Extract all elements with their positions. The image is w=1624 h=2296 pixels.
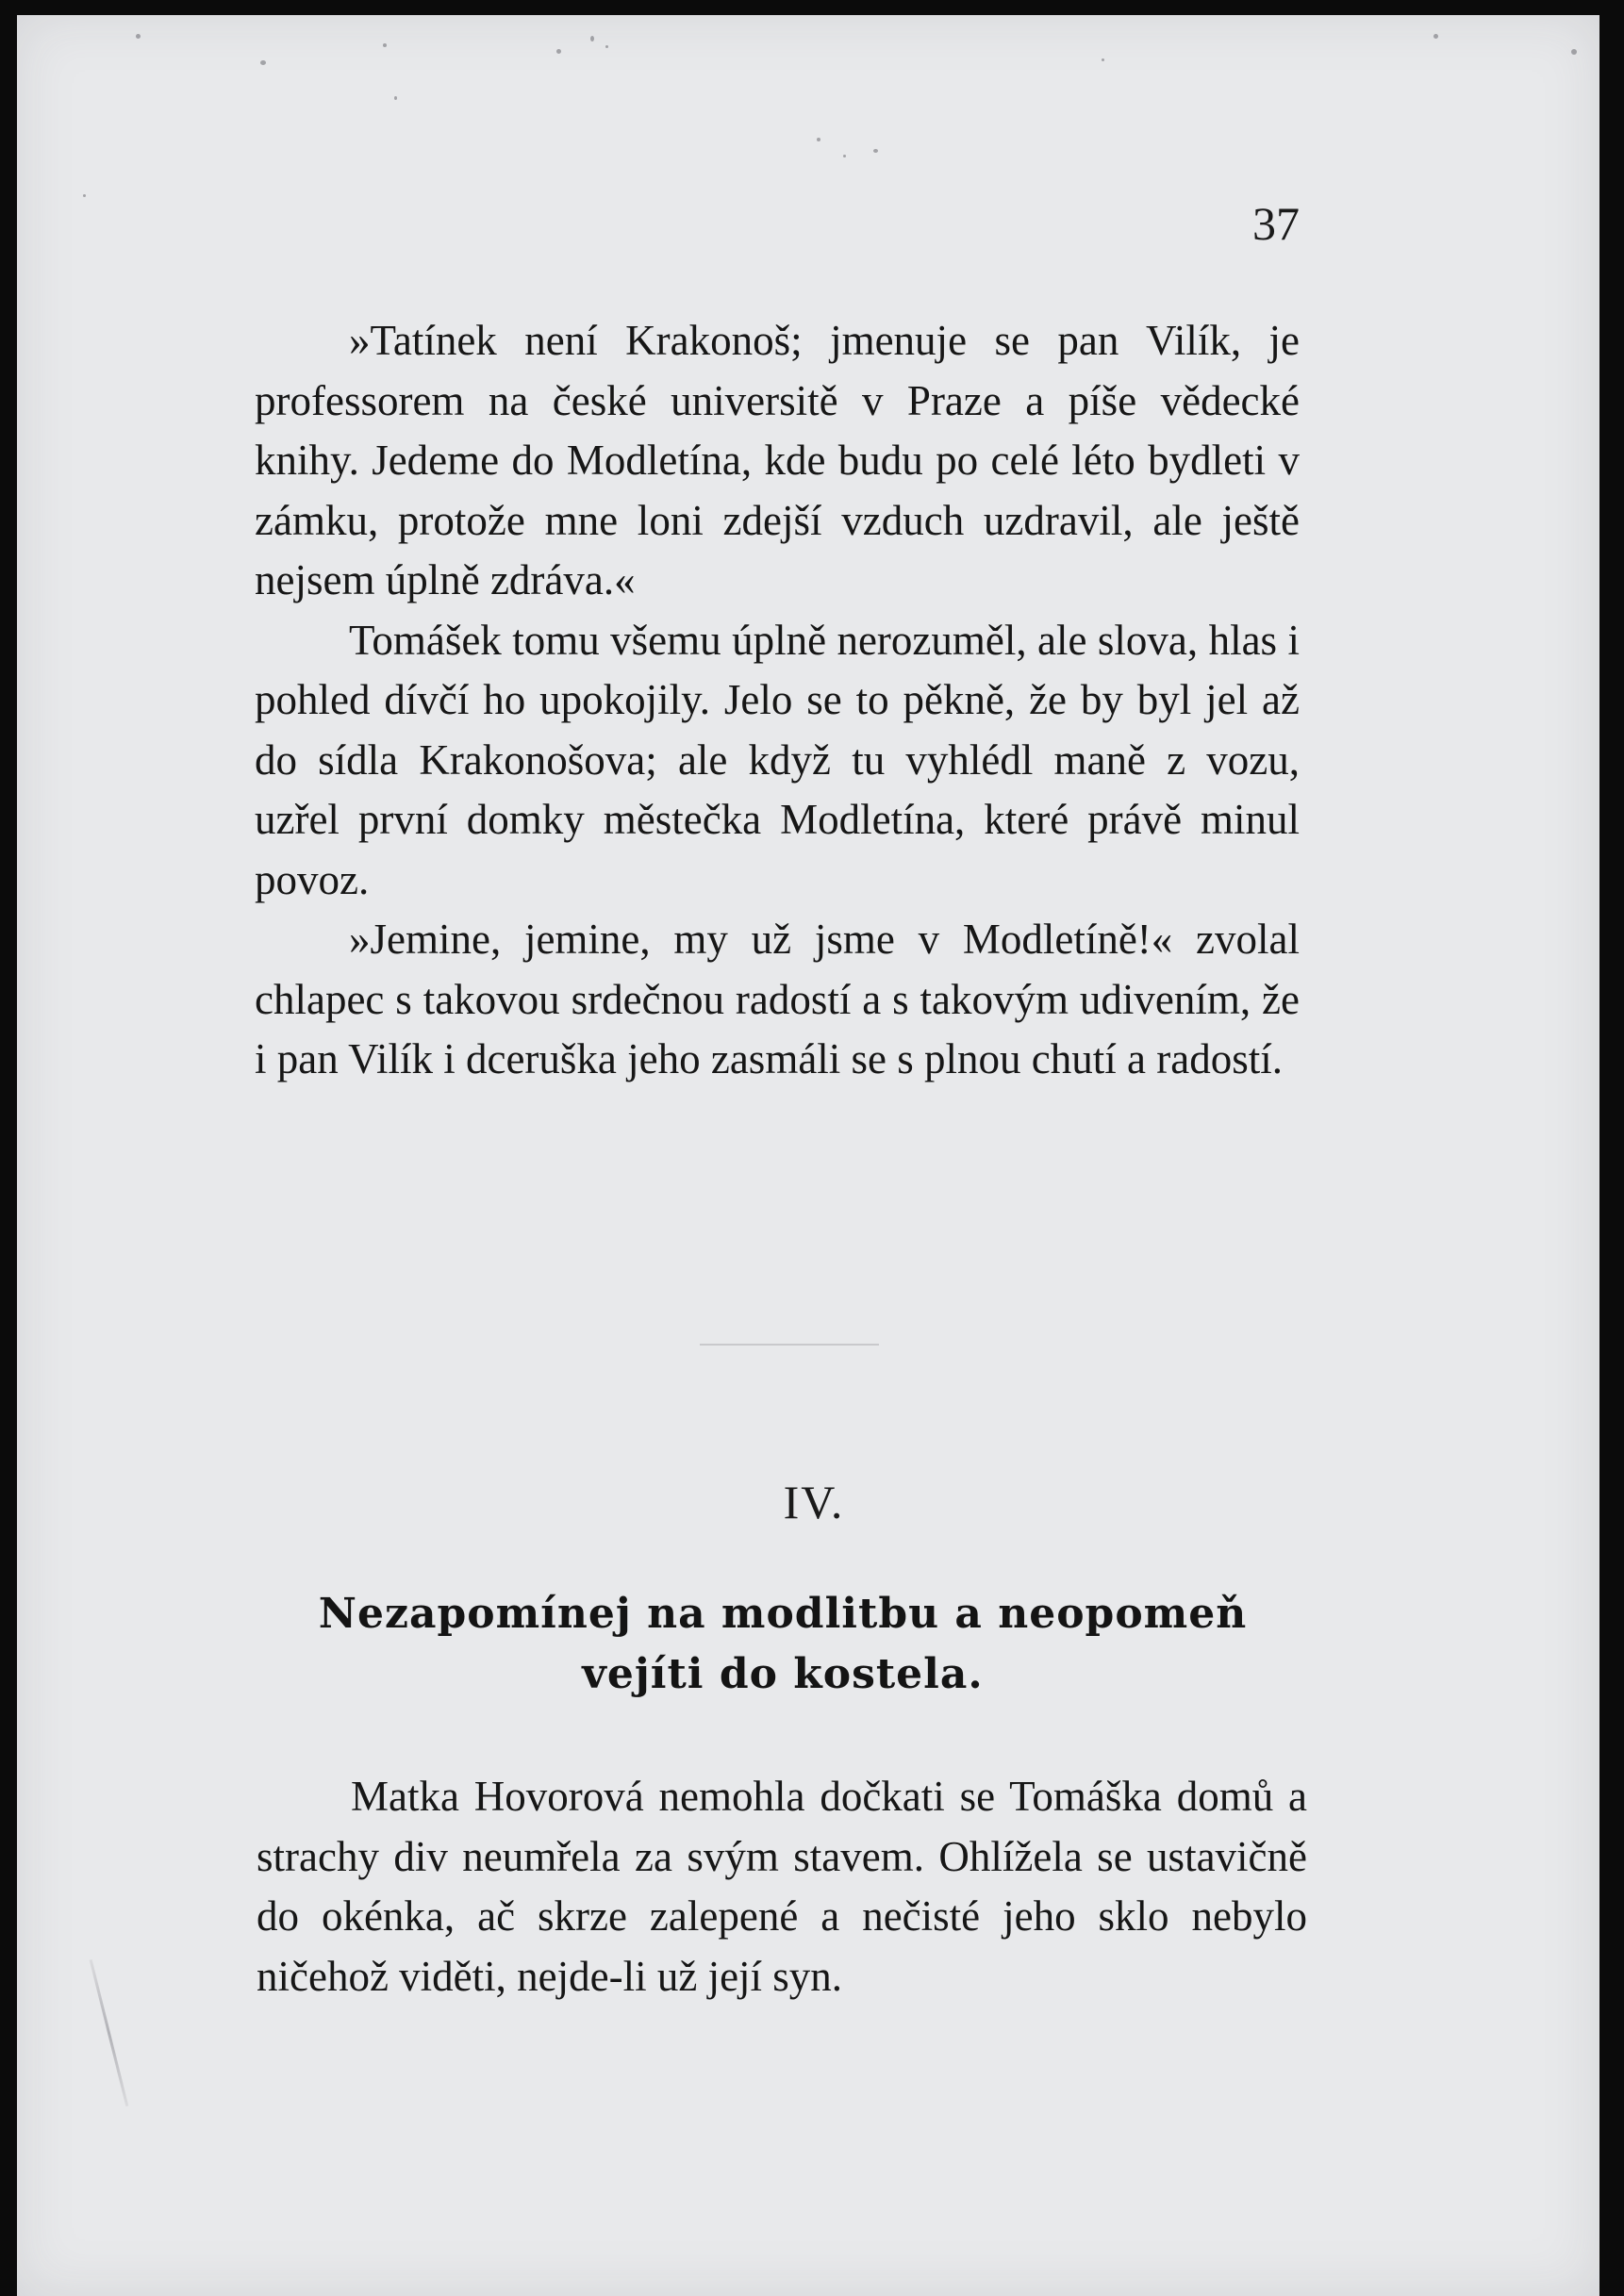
paragraph: »Tatínek není Krakonoš; jmenuje se pan Vilík, je professorem na české universitě v Praze a píše vědecké knihy. Jedeme do Modletína, kde budu po celé léto bydleti v zámku, protože mne loni zdejší vzduch uzdravil, ale ještě nejsem úplně zdráva.« <box>255 317 1300 603</box>
chapter-title: Nezapomínej na modlitbu a neopomeň vejíti do kostela. <box>318 1590 1248 1698</box>
scan-crease <box>90 1959 129 2106</box>
section-divider <box>700 1344 879 1346</box>
paragraph: Matka Hovorová nemohla dočkati se Tomáška domů a strachy div neumřela za svým stavem. Ohlížela se ustavičně do okénka, ač skrze zalepené a nečisté jeho sklo nebylo ničehož viděti, nejde-li už její syn. <box>257 1773 1307 2000</box>
paragraph: »Jemine, jemine, my už jsme v Modletíně!« zvolal chlapec s takovou srdečnou radostí a s takovým udivením, že i pan Vilík i dceruška jeho zasmáli se s plnou chutí a radostí. <box>255 916 1300 1082</box>
page-number: 37 <box>1252 197 1300 250</box>
paragraph: Tomášek tomu všemu úplně nerozuměl, ale slova, hlas i pohled dívčí ho upokojily. Jelo se to pěkně, že by byl jel až do sídla Krakonošova; ale když tu vyhlédl maně z vozu, uzřel první domky městečka Modletína, které právě minul povoz. <box>255 616 1300 903</box>
chapter-number: IV. <box>783 1476 845 1528</box>
book-page <box>17 15 1599 2296</box>
body-text-top <box>255 311 1300 1090</box>
body-text-bottom <box>257 1767 1307 2007</box>
